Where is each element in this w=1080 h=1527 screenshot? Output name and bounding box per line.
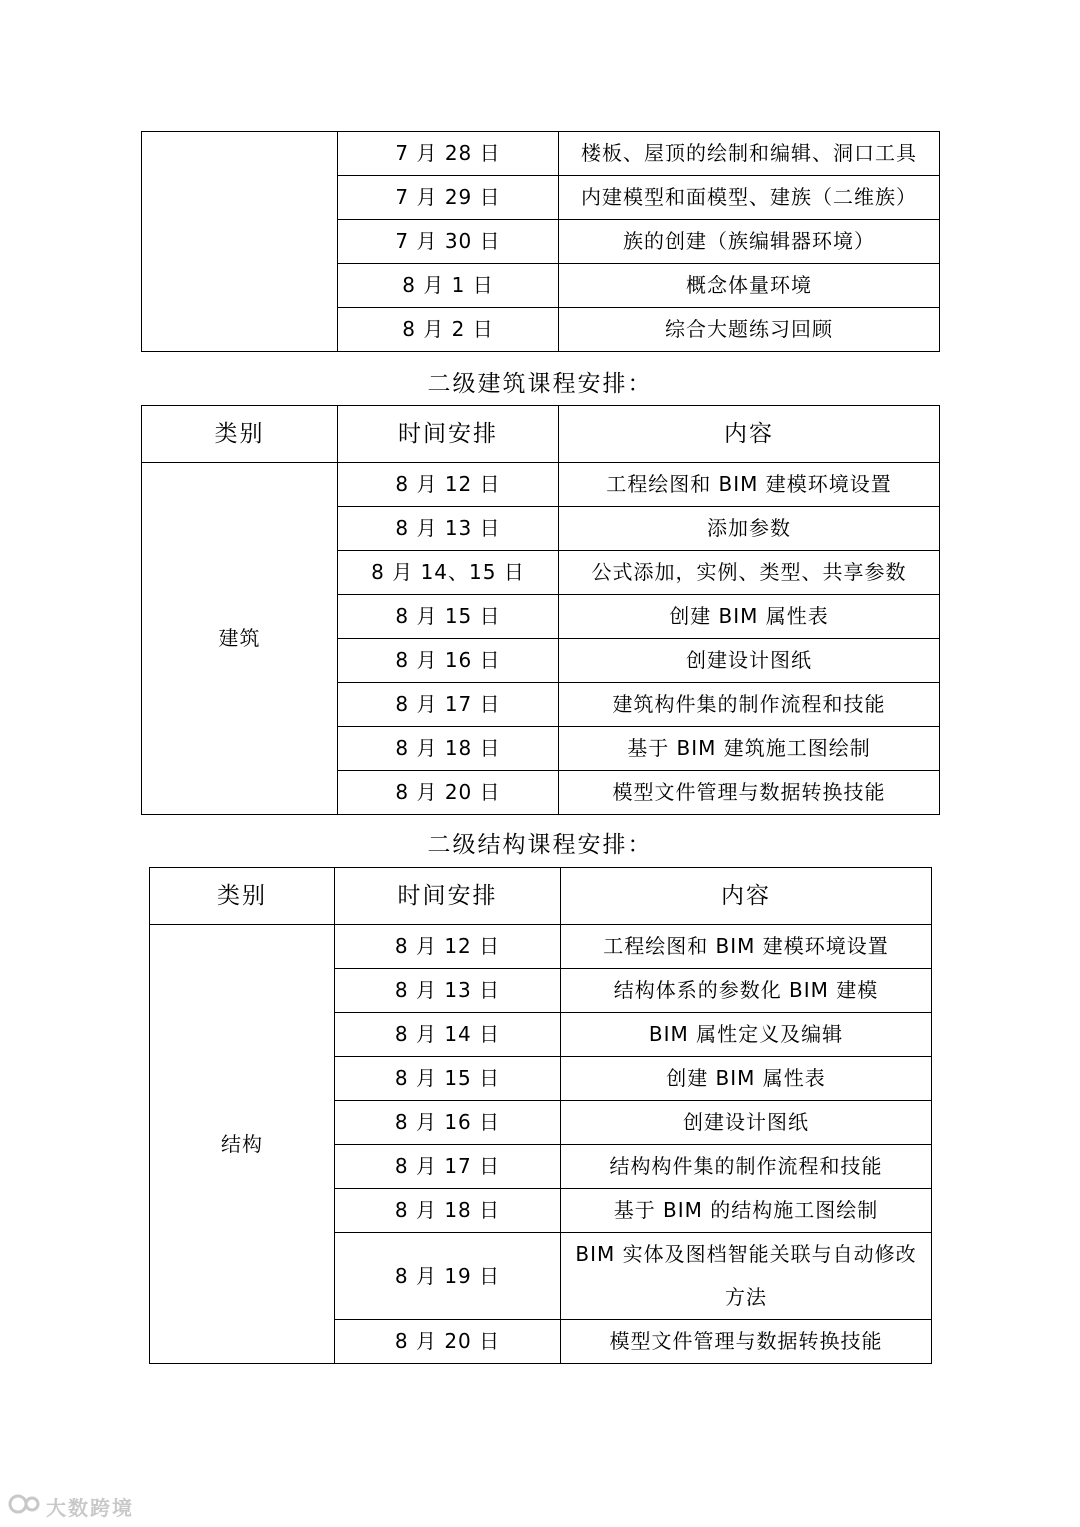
header-content: 内容 bbox=[559, 406, 940, 463]
date-cell: 8 月 16 日 bbox=[335, 1101, 561, 1145]
date-cell: 8 月 19 日 bbox=[335, 1233, 561, 1320]
content-cell: 基于 BIM 的结构施工图绘制 bbox=[561, 1189, 932, 1233]
content-cell: 结构体系的参数化 BIM 建模 bbox=[561, 969, 932, 1013]
content-cell: 模型文件管理与数据转换技能 bbox=[559, 771, 940, 815]
date-cell: 7 月 30 日 bbox=[338, 220, 559, 264]
content-cell: 工程绘图和 BIM 建模环境设置 bbox=[559, 463, 940, 507]
content-cell: 创建设计图纸 bbox=[561, 1101, 932, 1145]
content-cell: 楼板、屋顶的绘制和编辑、洞口工具 bbox=[559, 132, 940, 176]
date-cell: 8 月 18 日 bbox=[338, 727, 559, 771]
date-cell: 8 月 13 日 bbox=[338, 507, 559, 551]
date-cell: 8 月 17 日 bbox=[338, 683, 559, 727]
date-cell: 8 月 17 日 bbox=[335, 1145, 561, 1189]
date-cell: 8 月 20 日 bbox=[338, 771, 559, 815]
date-cell: 8 月 14 日 bbox=[335, 1013, 561, 1057]
content-cell: 模型文件管理与数据转换技能 bbox=[561, 1320, 932, 1364]
header-schedule: 时间安排 bbox=[338, 406, 559, 463]
content-cell: BIM 属性定义及编辑 bbox=[561, 1013, 932, 1057]
content-cell: 族的创建（族编辑器环境） bbox=[559, 220, 940, 264]
schedule-table-architecture bbox=[141, 405, 940, 815]
date-cell: 8 月 12 日 bbox=[335, 925, 561, 969]
date-cell: 8 月 13 日 bbox=[335, 969, 561, 1013]
section-title-architecture: 二级建筑课程安排： bbox=[427, 371, 653, 397]
content-cell: 内建模型和面模型、建族（二维族） bbox=[559, 176, 940, 220]
brand-logo-icon bbox=[8, 1492, 46, 1521]
content-cell: 概念体量环境 bbox=[559, 264, 940, 308]
header-row bbox=[142, 406, 940, 463]
content-cell: 工程绘图和 BIM 建模环境设置 bbox=[561, 925, 932, 969]
watermark bbox=[8, 1491, 134, 1521]
header-schedule: 时间安排 bbox=[335, 868, 561, 925]
date-cell: 8 月 16 日 bbox=[338, 639, 559, 683]
category-cell-empty bbox=[142, 132, 338, 352]
date-cell: 8 月 14、15 日 bbox=[338, 551, 559, 595]
date-cell: 8 月 18 日 bbox=[335, 1189, 561, 1233]
schedule-table-continued bbox=[141, 131, 940, 352]
content-cell: 创建设计图纸 bbox=[559, 639, 940, 683]
date-cell: 8 月 15 日 bbox=[335, 1057, 561, 1101]
content-cell: 添加参数 bbox=[559, 507, 940, 551]
section-title-structure: 二级结构课程安排： bbox=[427, 832, 653, 858]
schedule-table-structure bbox=[149, 867, 932, 1364]
content-cell: 综合大题练习回顾 bbox=[559, 308, 940, 352]
category-cell: 建筑 bbox=[142, 463, 338, 815]
content-cell: BIM 实体及图档智能关联与自动修改方法 bbox=[561, 1233, 932, 1320]
content-cell: 创建 BIM 属性表 bbox=[561, 1057, 932, 1101]
header-row bbox=[150, 868, 932, 925]
watermark-text: 大数跨境 bbox=[46, 1495, 134, 1520]
date-cell: 8 月 20 日 bbox=[335, 1320, 561, 1364]
content-cell: 结构构件集的制作流程和技能 bbox=[561, 1145, 932, 1189]
table-row bbox=[142, 463, 940, 507]
header-category: 类别 bbox=[142, 406, 338, 463]
category-cell: 结构 bbox=[150, 925, 335, 1364]
date-cell: 8 月 15 日 bbox=[338, 595, 559, 639]
table-row bbox=[142, 132, 940, 176]
date-cell: 8 月 1 日 bbox=[338, 264, 559, 308]
content-cell: 建筑构件集的制作流程和技能 bbox=[559, 683, 940, 727]
date-cell: 8 月 2 日 bbox=[338, 308, 559, 352]
content-cell: 公式添加，实例、类型、共享参数 bbox=[559, 551, 940, 595]
table-row bbox=[150, 925, 932, 969]
header-category: 类别 bbox=[150, 868, 335, 925]
date-cell: 8 月 12 日 bbox=[338, 463, 559, 507]
header-content: 内容 bbox=[561, 868, 932, 925]
content-cell: 基于 BIM 建筑施工图绘制 bbox=[559, 727, 940, 771]
date-cell: 7 月 29 日 bbox=[338, 176, 559, 220]
content-cell: 创建 BIM 属性表 bbox=[559, 595, 940, 639]
date-cell: 7 月 28 日 bbox=[338, 132, 559, 176]
